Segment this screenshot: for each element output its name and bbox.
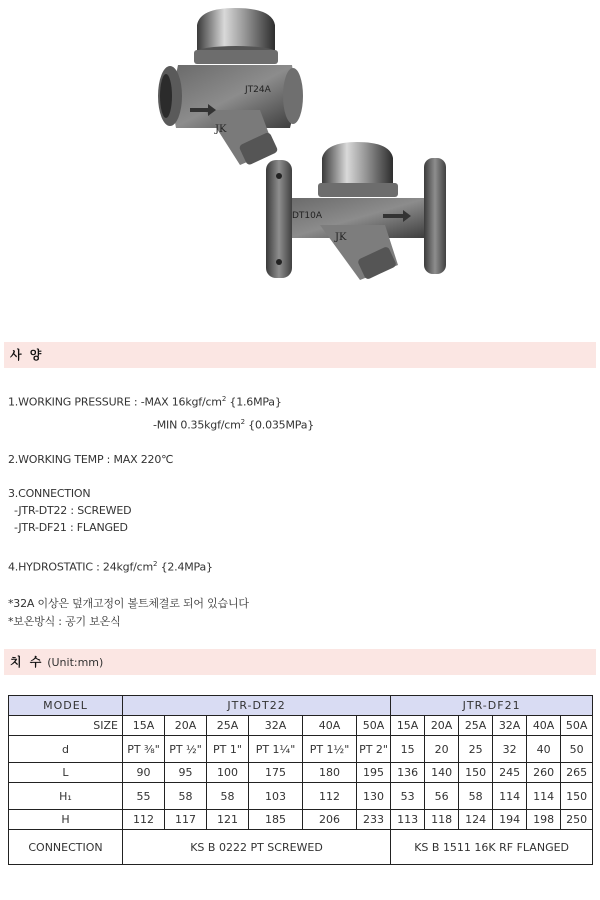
cell: 90 bbox=[123, 763, 165, 783]
dimension-section-header bbox=[4, 649, 596, 675]
cell: 53 bbox=[391, 783, 425, 810]
cell: 56 bbox=[425, 783, 459, 810]
product-photo bbox=[0, 0, 600, 320]
cell: 58 bbox=[459, 783, 493, 810]
spec-connection-dt22: -JTR-DT22 : SCREWED bbox=[14, 504, 132, 517]
size-cell: 15A bbox=[123, 716, 165, 736]
model-df21-cell: JTR-DF21 bbox=[391, 696, 593, 716]
spec-working-pressure-min bbox=[153, 418, 314, 432]
spec-note-insulation: *보온방식 : 공기 보온식 bbox=[8, 615, 121, 628]
cell: 118 bbox=[425, 810, 459, 830]
cell: 103 bbox=[249, 783, 303, 810]
cell: 113 bbox=[391, 810, 425, 830]
cell: 58 bbox=[165, 783, 207, 810]
cell: 175 bbox=[249, 763, 303, 783]
cell: 58 bbox=[207, 783, 249, 810]
working-pressure-max-sup: 2 bbox=[221, 395, 227, 403]
connection-df21-cell: KS B 1511 16K RF FLANGED bbox=[391, 830, 593, 865]
spec-note-bolt: *32A 이상은 덮개고정이 볼트체결로 되어 있습니다 bbox=[8, 597, 249, 610]
row-label: d bbox=[9, 736, 123, 763]
cell: 100 bbox=[207, 763, 249, 783]
table-row-h bbox=[9, 810, 593, 830]
spec-section-title: 사 양 bbox=[10, 348, 44, 362]
size-cell: 25A bbox=[207, 716, 249, 736]
cell: PT 1" bbox=[207, 736, 249, 763]
table-row-connection bbox=[9, 830, 593, 865]
cell: 114 bbox=[493, 783, 527, 810]
size-cell: 32A bbox=[493, 716, 527, 736]
cell: 250 bbox=[561, 810, 593, 830]
dimension-section-title: 치 수 bbox=[10, 655, 44, 669]
connection-dt22-cell: KS B 0222 PT SCREWED bbox=[123, 830, 391, 865]
cell: PT 2" bbox=[357, 736, 391, 763]
cell: 117 bbox=[165, 810, 207, 830]
cell: 195 bbox=[357, 763, 391, 783]
spec-working-pressure-max bbox=[8, 395, 282, 409]
cell: 180 bbox=[303, 763, 357, 783]
spec-connection-title: 3.CONNECTION bbox=[8, 487, 91, 500]
cell: 50 bbox=[561, 736, 593, 763]
hydrostatic-text: 4.HYDROSTATIC : 24kgf/cm bbox=[8, 560, 154, 574]
cell: 114 bbox=[527, 783, 561, 810]
table-size-row bbox=[9, 716, 593, 736]
connection-label-cell: CONNECTION bbox=[9, 830, 123, 865]
size-cell: 20A bbox=[165, 716, 207, 736]
cell: 194 bbox=[493, 810, 527, 830]
spec-connection-df21: -JTR-DF21 : FLANGED bbox=[14, 521, 128, 534]
working-pressure-max-mpa: {1.6MPa} bbox=[226, 395, 282, 409]
size-label-cell: SIZE bbox=[9, 716, 123, 736]
size-cell: 15A bbox=[391, 716, 425, 736]
size-cell: 40A bbox=[303, 716, 357, 736]
size-cell: 25A bbox=[459, 716, 493, 736]
dimension-table bbox=[8, 695, 593, 865]
cell: 112 bbox=[123, 810, 165, 830]
bottom-logo: JK bbox=[335, 232, 347, 243]
table-row-d bbox=[9, 736, 593, 763]
cell: 185 bbox=[249, 810, 303, 830]
table-row-l bbox=[9, 763, 593, 783]
cell: 206 bbox=[303, 810, 357, 830]
cell: PT ½" bbox=[165, 736, 207, 763]
flanged-trap-image bbox=[266, 142, 446, 280]
screwed-trap-image bbox=[158, 8, 303, 166]
cell: 130 bbox=[357, 783, 391, 810]
cell: 233 bbox=[357, 810, 391, 830]
hydrostatic-mpa: {2.4MPa} bbox=[157, 560, 213, 574]
working-pressure-min-text: -MIN 0.35kgf/cm bbox=[153, 418, 241, 432]
cell: 95 bbox=[165, 763, 207, 783]
top-logo: JK bbox=[215, 124, 227, 135]
model-dt22-cell: JTR-DT22 bbox=[123, 696, 391, 716]
hydrostatic-sup: 2 bbox=[153, 560, 158, 568]
bottom-marking: DT10A bbox=[292, 211, 323, 221]
cell: 112 bbox=[303, 783, 357, 810]
size-cell: 50A bbox=[561, 716, 593, 736]
cell: 265 bbox=[561, 763, 593, 783]
cell: 260 bbox=[527, 763, 561, 783]
cell: 121 bbox=[207, 810, 249, 830]
size-cell: 50A bbox=[357, 716, 391, 736]
size-cell: 40A bbox=[527, 716, 561, 736]
cell: 136 bbox=[391, 763, 425, 783]
cell: 140 bbox=[425, 763, 459, 783]
cell: PT ⅜" bbox=[123, 736, 165, 763]
row-label: H bbox=[9, 810, 123, 830]
working-pressure-min-mpa: {0.035MPa} bbox=[244, 418, 315, 432]
spec-working-temp: 2.WORKING TEMP : MAX 220℃ bbox=[8, 453, 174, 466]
top-marking: JT24A bbox=[245, 85, 271, 95]
table-row-h1 bbox=[9, 783, 593, 810]
dimension-unit: (Unit:mm) bbox=[47, 656, 104, 669]
cell: 25 bbox=[459, 736, 493, 763]
size-cell: 32A bbox=[249, 716, 303, 736]
cell: 55 bbox=[123, 783, 165, 810]
cell: 15 bbox=[391, 736, 425, 763]
cell: 124 bbox=[459, 810, 493, 830]
size-cell: 20A bbox=[425, 716, 459, 736]
cell: 150 bbox=[561, 783, 593, 810]
cell: 198 bbox=[527, 810, 561, 830]
working-pressure-min-sup: 2 bbox=[240, 418, 245, 426]
cell: PT 1½" bbox=[303, 736, 357, 763]
working-pressure-max-text: 1.WORKING PRESSURE : -MAX 16kgf/cm bbox=[8, 395, 222, 409]
table-header-row bbox=[9, 696, 593, 716]
row-label: L bbox=[9, 763, 123, 783]
row-label: H₁ bbox=[9, 783, 123, 810]
cell: 150 bbox=[459, 763, 493, 783]
spec-hydrostatic bbox=[8, 560, 213, 574]
cell: 245 bbox=[493, 763, 527, 783]
cell: 20 bbox=[425, 736, 459, 763]
cell: 40 bbox=[527, 736, 561, 763]
cell: 32 bbox=[493, 736, 527, 763]
cell: PT 1¼" bbox=[249, 736, 303, 763]
model-label-cell: MODEL bbox=[9, 696, 123, 716]
spec-section-header bbox=[4, 342, 596, 368]
